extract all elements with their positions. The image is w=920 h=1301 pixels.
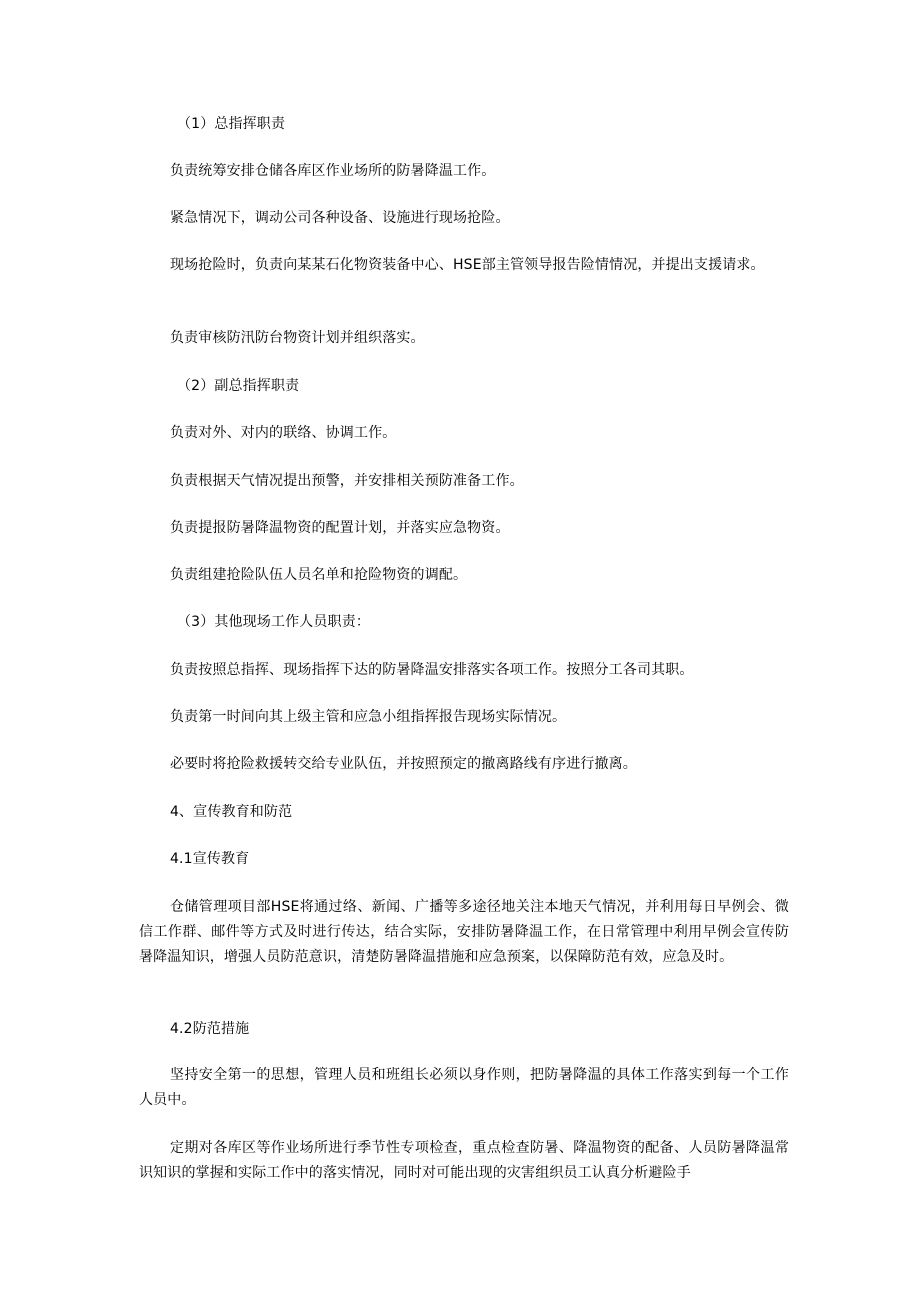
paragraph-staff-duty-2: 负责第一时间向其上级主管和应急小组指挥报告现场实际情况。: [170, 709, 567, 725]
paragraph-commander-duty-1: 负责统筹安排仓储各库区作业场所的防暑降温工作。: [170, 163, 496, 179]
heading-deputy-commander-duties: （2）副总指挥职责: [177, 378, 300, 394]
heading-commander-duties: （1）总指挥职责: [177, 116, 286, 132]
paragraph-deputy-duty-1: 负责对外、对内的联络、协调工作。: [170, 425, 397, 441]
heading-section-4-1: 4.1宣传教育: [170, 851, 250, 867]
paragraph-publicity-education: 仓储管理项目部HSE将通过络、新闻、广播等多途径地关注本地天气情况，并利用每日早例会、微信工作群、邮件等方式及时进行传达，结合实际，安排防暑降温工作，在日常管理中利用早例会宣传防暑降温知识，增强人员防范意识，清楚防暑降温措施和应急预案，以保障防范有效，应急及时。: [139, 899, 789, 965]
paragraph-deputy-duty-2: 负责根据天气情况提出预警，并安排相关预防准备工作。: [170, 473, 524, 489]
paragraph-prevention-2: 定期对各库区等作业场所进行季节性专项检查，重点检查防暑、降温物资的配备、人员防暑降温常识知识的掌握和实际工作中的落实情况，同时对可能出现的灾害组织员工认真分析避险手: [139, 1140, 789, 1181]
paragraph-deputy-duty-3: 负责提报防暑降温物资的配置计划，并落实应急物资。: [170, 520, 510, 536]
heading-other-staff-duties: （3）其他现场工作人员职责：: [177, 614, 371, 630]
paragraph-commander-duty-3: 现场抢险时，负责向某某石化物资装备中心、HSE部主管领导报告险情情况，并提出支援请求。: [170, 257, 765, 273]
paragraph-prevention-1: 坚持安全第一的思想，管理人员和班组长必须以身作则，把防暑降温的具体工作落实到每一个工作人员中。: [139, 1067, 789, 1108]
paragraph-staff-duty-3: 必要时将抢险救援转交给专业队伍，并按照预定的撤离路线有序进行撤离。: [170, 756, 637, 772]
heading-section-4-2: 4.2防范措施: [170, 1021, 250, 1037]
paragraph-staff-duty-1: 负责按照总指挥、现场指挥下达的防暑降温安排落实各项工作。按照分工各司其职。: [170, 662, 694, 678]
paragraph-deputy-duty-4: 负责组建抢险队伍人员名单和抢险物资的调配。: [170, 567, 468, 583]
heading-section-4: 4、宣传教育和防范: [170, 804, 293, 820]
paragraph-commander-duty-4: 负责审核防汛防台物资计划并组织落实。: [170, 330, 425, 346]
paragraph-commander-duty-2: 紧急情况下，调动公司各种设备、设施进行现场抢险。: [170, 210, 510, 226]
